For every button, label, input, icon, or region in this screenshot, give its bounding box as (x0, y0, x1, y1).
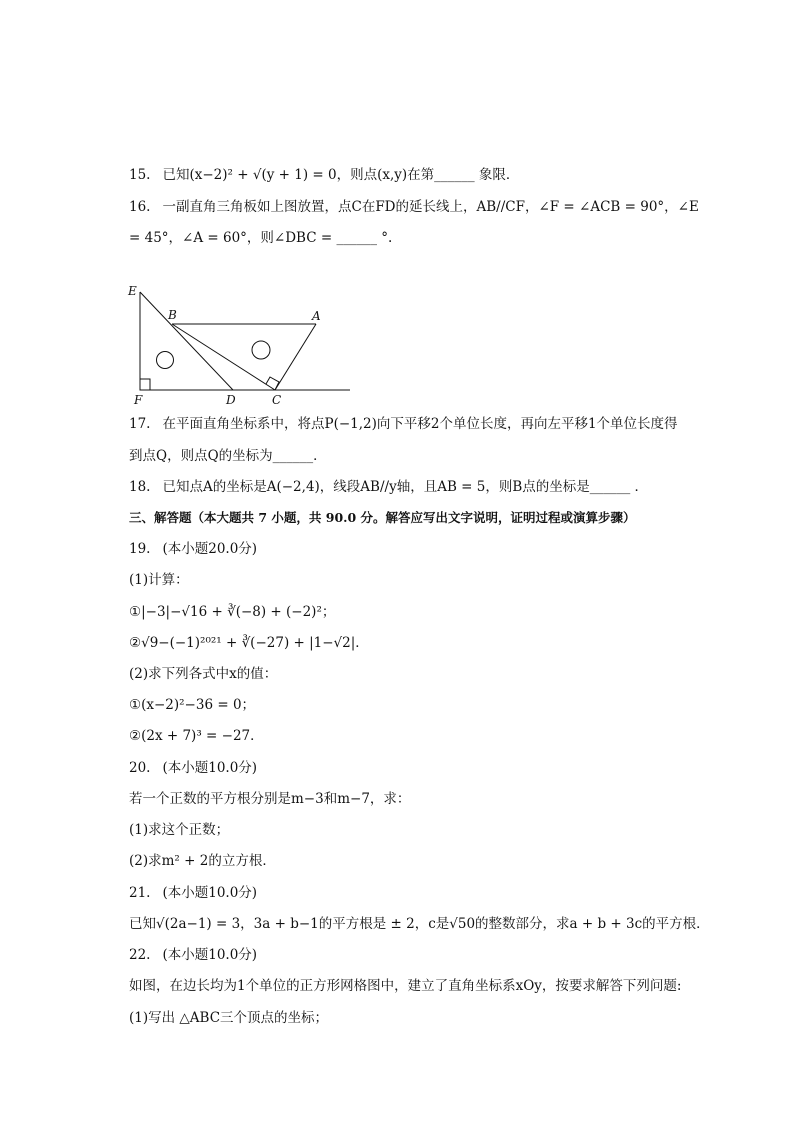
q19-part2a: ①(x−2)²−36 = 0； (129, 697, 256, 713)
q20-header (129, 759, 257, 777)
q20-stem: 若一个正数的平方根分别是m−3和m−7，求： (129, 791, 411, 807)
q21-stem: 已知√(2a−1) = 3，3a + b−1的平方根是 ± 2，c是√50的整数部分，求a + b + 3c的平方根． (129, 916, 710, 932)
label-b: B (168, 308, 177, 322)
q15-text: 已知(x−2)² + √(y + 1) = 0，则点(x,y)在第______ 象限． (162, 167, 520, 183)
q19-part1: (1)计算： (129, 572, 189, 588)
q19-header (129, 540, 257, 558)
q19-part2: (2)求下列各式中x的值： (129, 666, 278, 682)
question-number: 21. (129, 885, 151, 901)
label-d: D (226, 393, 236, 407)
q21-header (129, 884, 257, 902)
label-c: C (272, 393, 282, 407)
right-angle-f (140, 379, 150, 390)
triangle-figure (120, 278, 360, 408)
q19-part2b: ②(2x + 7)³ = −27． (129, 728, 264, 744)
q20-score: (本小题10.0分) (162, 760, 258, 776)
q19-part1a: ①|−3|−√16 + ∛(−8) + (−2)²； (129, 604, 336, 620)
label-f: F (134, 393, 143, 407)
q22-stem: 如图，在边长均为1个单位的正方形网格图中，建立了直角坐标系xOy，按要求解答下列问题: (129, 978, 682, 994)
question-number: 19. (129, 541, 151, 557)
circle-left (157, 352, 174, 369)
q16-text-line1: 一副直角三角板如上图放置，点C在FD的延长线上，AB//CF，∠F = ∠ACB = 90°，∠E (162, 199, 699, 215)
q19-part1b: ②√9−(−1)²⁰²¹ + ∛(−27) + |1−√2|． (129, 635, 369, 651)
q22-score: (本小题10.0分) (162, 947, 258, 963)
label-e: E (128, 284, 137, 298)
q22-part1: (1)写出 △ABC三个顶点的坐标； (129, 1010, 329, 1026)
q19-score: (本小题20.0分) (162, 541, 258, 557)
q20-part1: (1)求这个正数； (129, 822, 230, 838)
q22-header (129, 946, 257, 964)
circle-right (252, 341, 270, 359)
q20-part2: (2)求m² + 2的立方根． (129, 853, 276, 869)
question-number: 15. (129, 167, 151, 183)
q17-text-line2: 到点Q，则点Q的坐标为______． (129, 448, 327, 464)
question-number: 16. (129, 199, 151, 215)
q17-text-line1: 在平面直角坐标系中，将点P(−1,2)向下平移2个单位长度，再向左平移1个单位长度得 (162, 416, 678, 432)
q16-line2 (129, 229, 392, 247)
label-a: A (312, 309, 321, 323)
question-number: 17. (129, 416, 151, 432)
edge-ed (140, 292, 233, 390)
question-number: 20. (129, 760, 151, 776)
q21-score: (本小题10.0分) (162, 885, 258, 901)
section-heading: 三、解答题（本大题共 7 小题，共 90.0 分。解答应写出文字说明，证明过程或演算步骤） (129, 510, 636, 525)
q18-line (129, 478, 648, 496)
q17-line2 (129, 447, 327, 465)
edge-ac (275, 324, 316, 390)
question-number: 18. (129, 479, 151, 495)
question-number: 22. (129, 947, 151, 963)
q15-line (129, 166, 519, 184)
q16-text-line2: = 45°，∠A = 60°，则∠DBC = ______ °. (129, 230, 393, 246)
q18-text: 已知点A的坐标是A(−2,4)，线段AB//y轴，且AB = 5，则B点的坐标是______ ． (162, 479, 649, 495)
q16-line1 (129, 198, 699, 216)
q17-line1 (129, 415, 678, 433)
